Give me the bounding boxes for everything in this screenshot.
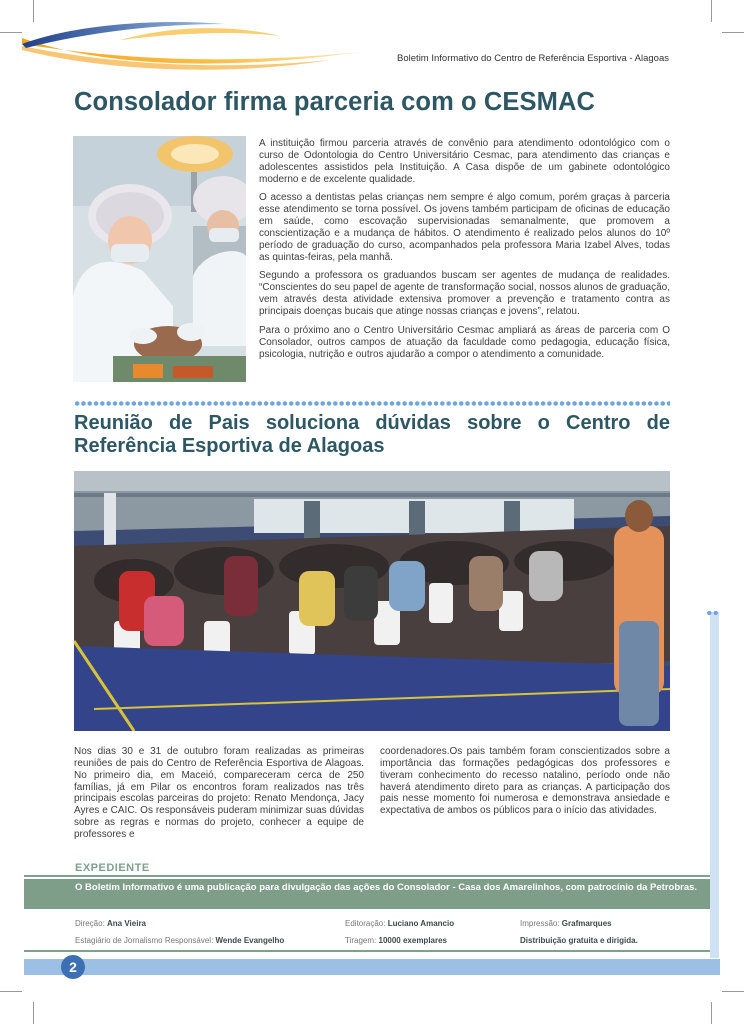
credit-value: 10000 exemplares [378,936,447,945]
newsletter-header: Boletim Informativo do Centro de Referência Esportiva - Alagoas [397,53,669,64]
crop-mark [722,991,744,992]
credit-editing [345,919,454,928]
footer-bar [24,959,720,975]
side-bar-decoration [710,612,719,958]
credit-label: Estagiário de Jornalismo Responsável: [75,936,216,945]
crop-mark [711,0,712,22]
expediente-banner [24,879,710,909]
dental-care-photo [73,136,246,382]
article-title: Consolador firma parceria com o CESMAC [74,88,595,116]
expediente-banner-text: O Boletim Informativo é uma publicação para divulgação das ações do Consolador - Casa dos Amarelinhos, com patrocínio da Petrobras. [75,882,698,893]
paragraph: O acesso a dentistas pelas crianças nem sempre é algo comum, porém graças à parceria esse atendimento se torna possível. Os jovens também participam de oficinas de educação em saúde, como escovação supervisionadas semanalmente, que promovem a conscientização e a mudança de hábitos. O atendimento é realizado pelos alunos do 10º período de graduação do curso, acompanhados pela professora Maria Izabel Alves, todas as quintas-feiras, pela manhã. [259,192,670,263]
credit-value: Ana Vieira [107,919,146,928]
dotted-divider [74,400,670,407]
credit-value: Distribuição gratuita e dirigida. [520,936,638,945]
paragraph: A instituição firmou parceria através de convênio para atendimento odontológico com o curso de Odontologia do Centro Universitário Cesmac, para atendimento das crianças e adolescentes assistidos pela Instituição. A Casa dispõe de um gabinete odontológico moderno e de excelente qualidade. [259,138,670,185]
credit-value: Luciano Amancio [387,919,455,928]
credit-print-run [345,936,447,945]
paragraph: Para o próximo ano o Centro Universitário Cesmac ampliará as áreas de parceria com O Consolador, outros campos de atuação da faculdade como pedagogia, educação física, psicologia, nutrição e outros ajudarão a compor o atendimento a comunidade. [259,324,670,360]
credit-direction [75,919,146,928]
expediente-divider [24,875,710,877]
expediente-label: EXPEDIENTE [75,862,150,874]
article2-body-column-1: Nos dias 30 e 31 de outubro foram realizadas as primeiras reuniões de pais do Centro de Referência Esportiva de Alagoas. No primeiro dia, em Maceió, compareceram cerca de 250 famílias, já em Pilar os encontros foram realizados nas três principais escolas parceiras do projeto: Renato Mendonça, Jacy Ayres e CAIC. Os responsáveis puderam minimizar suas dúvidas sobre as regras e normas do projeto, conhecer a equipe de professores e [74,746,364,840]
credit-printing [520,919,612,928]
crop-mark [0,991,22,992]
article2-body-column-2: coordenadores.Os pais também foram conscientizados sobre a importância das formações pedagógicas dos professores e tiveram conhecimento do recesso natalino, período onde não haverá atendimento direto para as crianças. A participação dos pais nesse momento foi numerosa e demonstrava ansiedade e expectativa de ambos os públicos para o início das atividades. [380,746,670,817]
page-number: 2 [61,955,85,979]
credit-distribution [520,936,638,945]
expediente-bottom-line [24,950,710,952]
crop-mark [33,1002,34,1024]
article-title: Reunião de Pais soluciona dúvidas sobre o Centro de Referência Esportiva de Alagoas [74,412,670,457]
credit-journalism [75,936,284,945]
side-dots-decoration [706,610,720,616]
credit-value: Grafmarques [561,919,612,928]
credit-value: Wende Evangelho [215,936,285,945]
crop-mark [722,32,744,33]
header-swoosh-graphic [0,0,380,80]
credit-label: Tiragem: [345,936,379,945]
article1-body [259,138,670,367]
parents-meeting-photo [74,471,670,731]
paragraph: Segundo a professora os graduandos buscam ser agentes de mudança de realidades. “Conscientes do seu papel de agente de transformação social, nossos alunos de graduação, vem através desta atividade extensiva promover a prevenção e tratamento contra as principais doenças bucais que atinge nossas crianças e jovens”, relatou. [259,270,670,317]
crop-mark [711,1002,712,1024]
credit-label: Editoração: [345,919,388,928]
credit-label: Impressão: [520,919,562,928]
credit-label: Direção: [75,919,108,928]
